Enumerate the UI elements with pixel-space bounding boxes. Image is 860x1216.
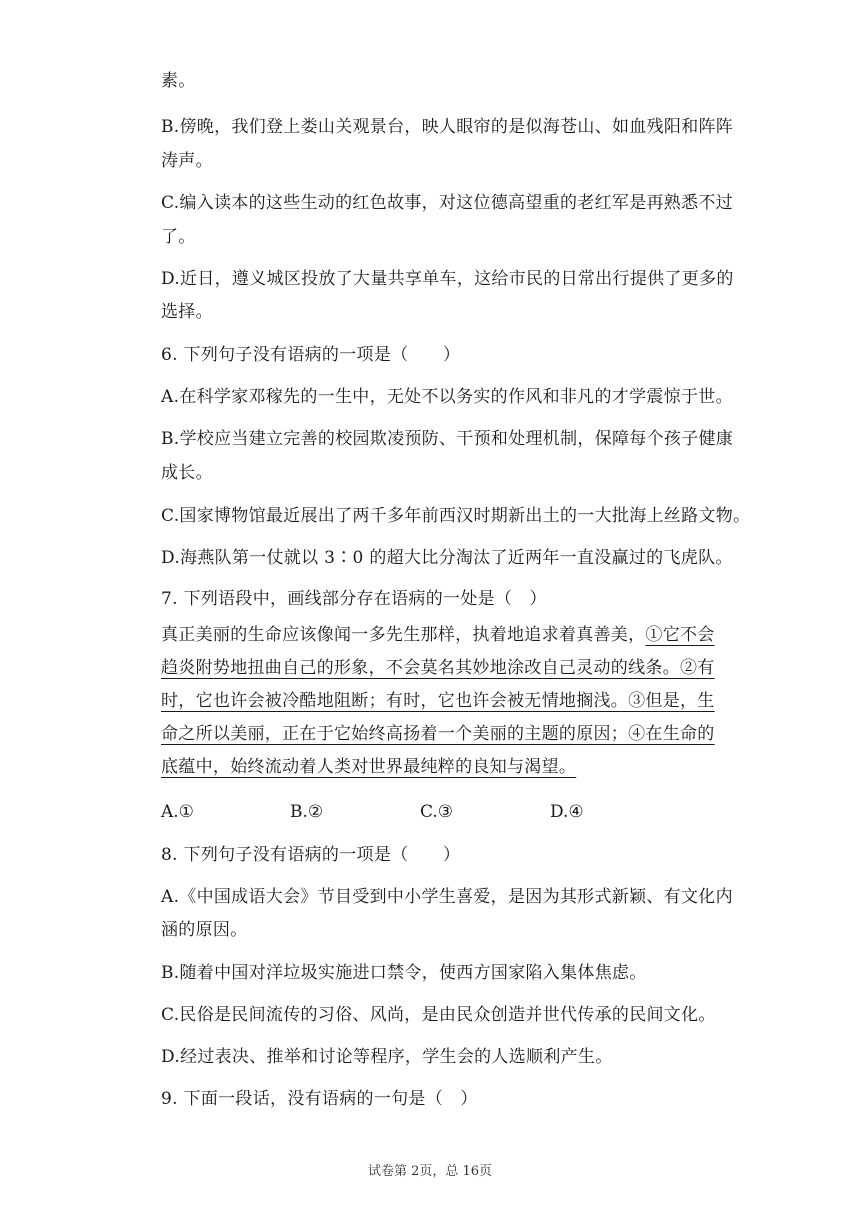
option-5d: D.近日，遵义城区投放了大量共享单车，这给市民的日常出行提供了更多的	[161, 269, 734, 289]
passage-underlined-line: 时，它也许会被冷酷地阻断；有时，它也许会被无情地搁浅。③但是，生	[161, 691, 715, 711]
option-8b: B.随着中国对洋垃圾实施进口禁令，使西方国家陷入集体焦虑。	[161, 963, 647, 983]
passage-text: 真正美丽的生命应该像闻一多先生那样，执着地追求着真善美，	[161, 625, 646, 645]
option-6b: B.学校应当建立完善的校园欺凌预防、干预和处理机制，保障每个孩子健康	[161, 429, 734, 449]
option-7b: B.②	[290, 802, 324, 822]
option-8a: A.《中国成语大会》节目受到中小学生喜爱，是因为其形式新颖、有文化内	[161, 887, 733, 907]
text-line: 了。	[161, 227, 196, 247]
passage-underlined-text: ①它不会	[645, 625, 715, 645]
passage-line	[161, 624, 715, 646]
option-7c: C.③	[420, 802, 454, 822]
text-line: 涛声。	[161, 151, 213, 171]
option-6a: A.在科学家邓稼先的一生中，无处不以务实的作风和非凡的才学震惊于世。	[161, 387, 733, 407]
question-9: 9. 下面一段话，没有语病的一句是（ ）	[161, 1089, 478, 1109]
text-line: 涵的原因。	[161, 920, 248, 940]
option-7a: A.①	[161, 802, 194, 822]
option-8c: C.民俗是民间流传的习俗、风尚，是由民众创造并世代传承的民间文化。	[161, 1005, 716, 1025]
option-6d: D.海燕队第一仗就以 3∶0 的超大比分淘汰了近两年一直没赢过的飞虎队。	[161, 548, 733, 568]
text-line: 成长。	[161, 463, 213, 483]
question-7: 7. 下列语段中，画线部分存在语病的一处是（ ）	[161, 589, 547, 609]
option-5c: C.编入读本的这些生动的红色故事，对这位德高望重的老红军是再熟悉不过	[161, 193, 734, 213]
question-8: 8. 下列句子没有语病的一项是（ ）	[161, 845, 461, 865]
option-6c: C.国家博物馆最近展出了两千多年前西汉时期新出土的一大批海上丝路文物。	[161, 506, 751, 526]
page-footer: 试卷第 2页，总 16页	[367, 1164, 493, 1179]
option-5b: B.傍晚，我们登上娄山关观景台，映人眼帘的是似海苍山、如血残阳和阵阵	[161, 117, 734, 137]
option-7d: D.④	[550, 802, 584, 822]
passage-underlined-line: 命之所以美丽，正在于它始终高扬着一个美丽的主题的原因；④在生命的	[161, 724, 715, 744]
passage-underlined-line: 趋炎附势地扭曲自己的形象，不会莫名其妙地涂改自己灵动的线条。②有	[161, 658, 715, 678]
option-8d: D.经过表决、推举和讨论等程序，学生会的人选顺利产生。	[161, 1047, 613, 1067]
question-6: 6. 下列句子没有语病的一项是（ ）	[161, 345, 461, 365]
passage-underlined-line: 底蕴中，始终流动着人类对世界最纯粹的良知与渴望。	[161, 757, 577, 777]
text-line: 选择。	[161, 302, 213, 322]
text-line: 素。	[161, 71, 196, 91]
